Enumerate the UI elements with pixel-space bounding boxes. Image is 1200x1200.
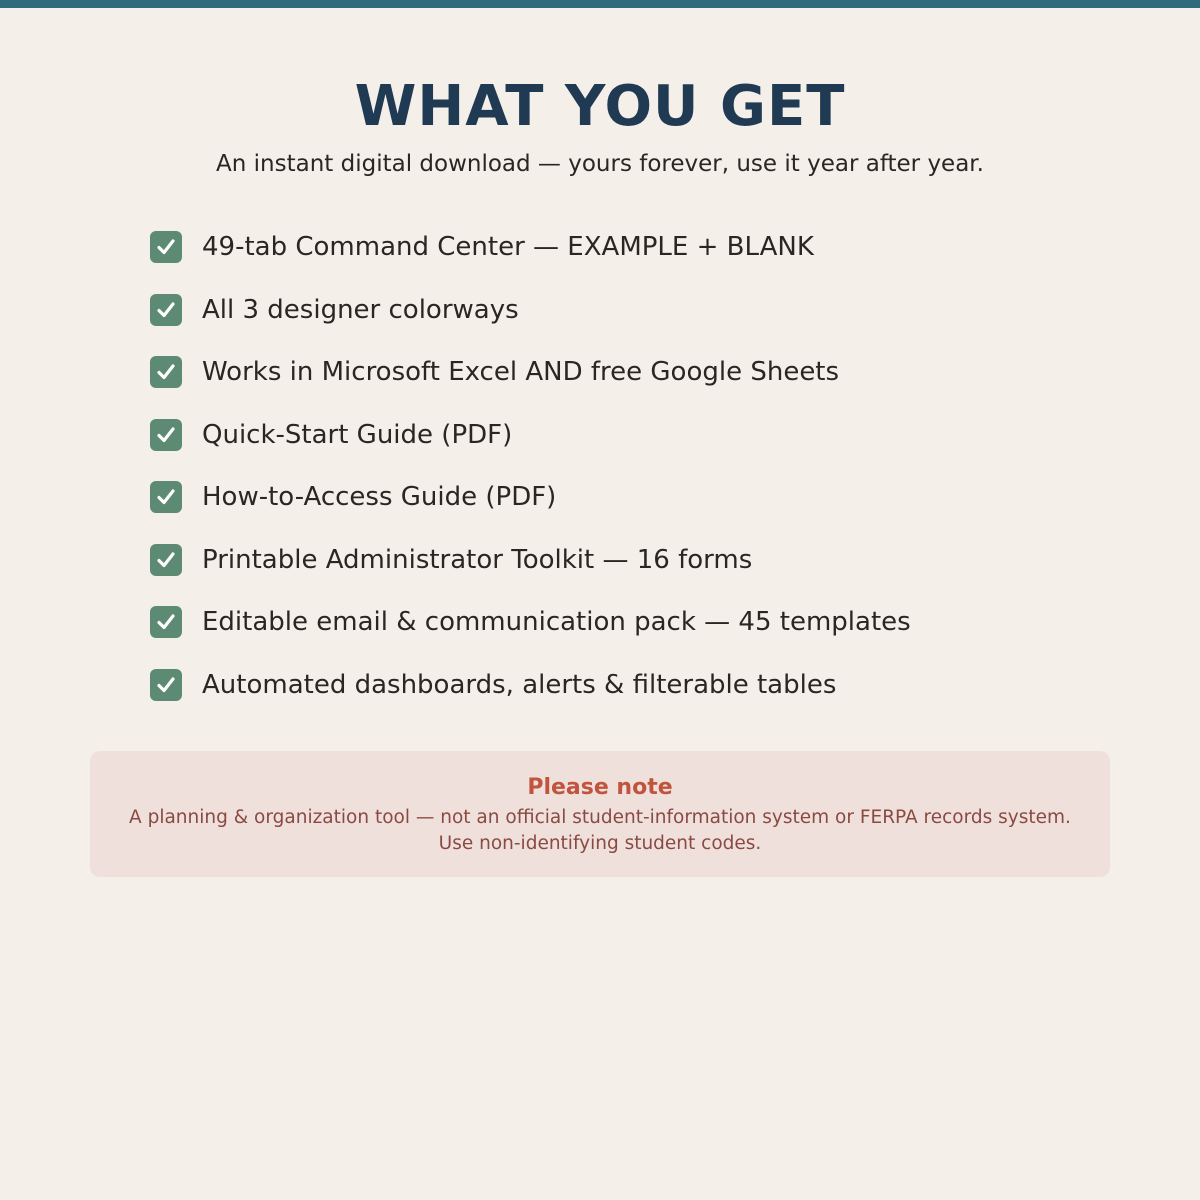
checkbox-checked-icon	[150, 481, 182, 513]
checkbox-checked-icon	[150, 419, 182, 451]
feature-item	[150, 279, 1110, 342]
top-accent-bar	[0, 0, 1200, 8]
feature-item	[150, 591, 1110, 654]
checkbox-checked-icon	[150, 294, 182, 326]
note-title: Please note	[527, 775, 673, 800]
feature-item	[150, 466, 1110, 529]
note-text-line-1: A planning & organization tool — not an official student-information system or FERPA records system.	[129, 807, 1071, 828]
note-text-line-2: Use non-identifying student codes.	[438, 833, 762, 854]
page-title: WHAT YOU GET	[354, 74, 846, 139]
feature-item	[150, 341, 1110, 404]
feature-list	[150, 216, 1110, 716]
feature-label: 49-tab Command Center — EXAMPLE + BLANK	[202, 232, 814, 263]
checkbox-checked-icon	[150, 669, 182, 701]
checkbox-checked-icon	[150, 356, 182, 388]
checkbox-checked-icon	[150, 606, 182, 638]
disclaimer-note	[90, 751, 1110, 877]
checkbox-checked-icon	[150, 231, 182, 263]
feature-label: Quick-Start Guide (PDF)	[202, 419, 513, 450]
checkbox-checked-icon	[150, 544, 182, 576]
feature-item	[150, 404, 1110, 467]
feature-label: How-to-Access Guide (PDF)	[202, 482, 557, 513]
feature-item	[150, 216, 1110, 279]
page-subtitle: An instant digital download — yours forever, use it year after year.	[216, 151, 984, 177]
feature-label: All 3 designer colorways	[202, 294, 519, 325]
feature-label: Printable Administrator Toolkit — 16 forms	[202, 544, 753, 575]
feature-label: Automated dashboards, alerts & filterable tables	[202, 669, 837, 700]
feature-item	[150, 529, 1110, 592]
feature-label: Works in Microsoft Excel AND free Google Sheets	[202, 357, 840, 388]
feature-label: Editable email & communication pack — 45 templates	[202, 607, 911, 638]
feature-item	[150, 654, 1110, 717]
